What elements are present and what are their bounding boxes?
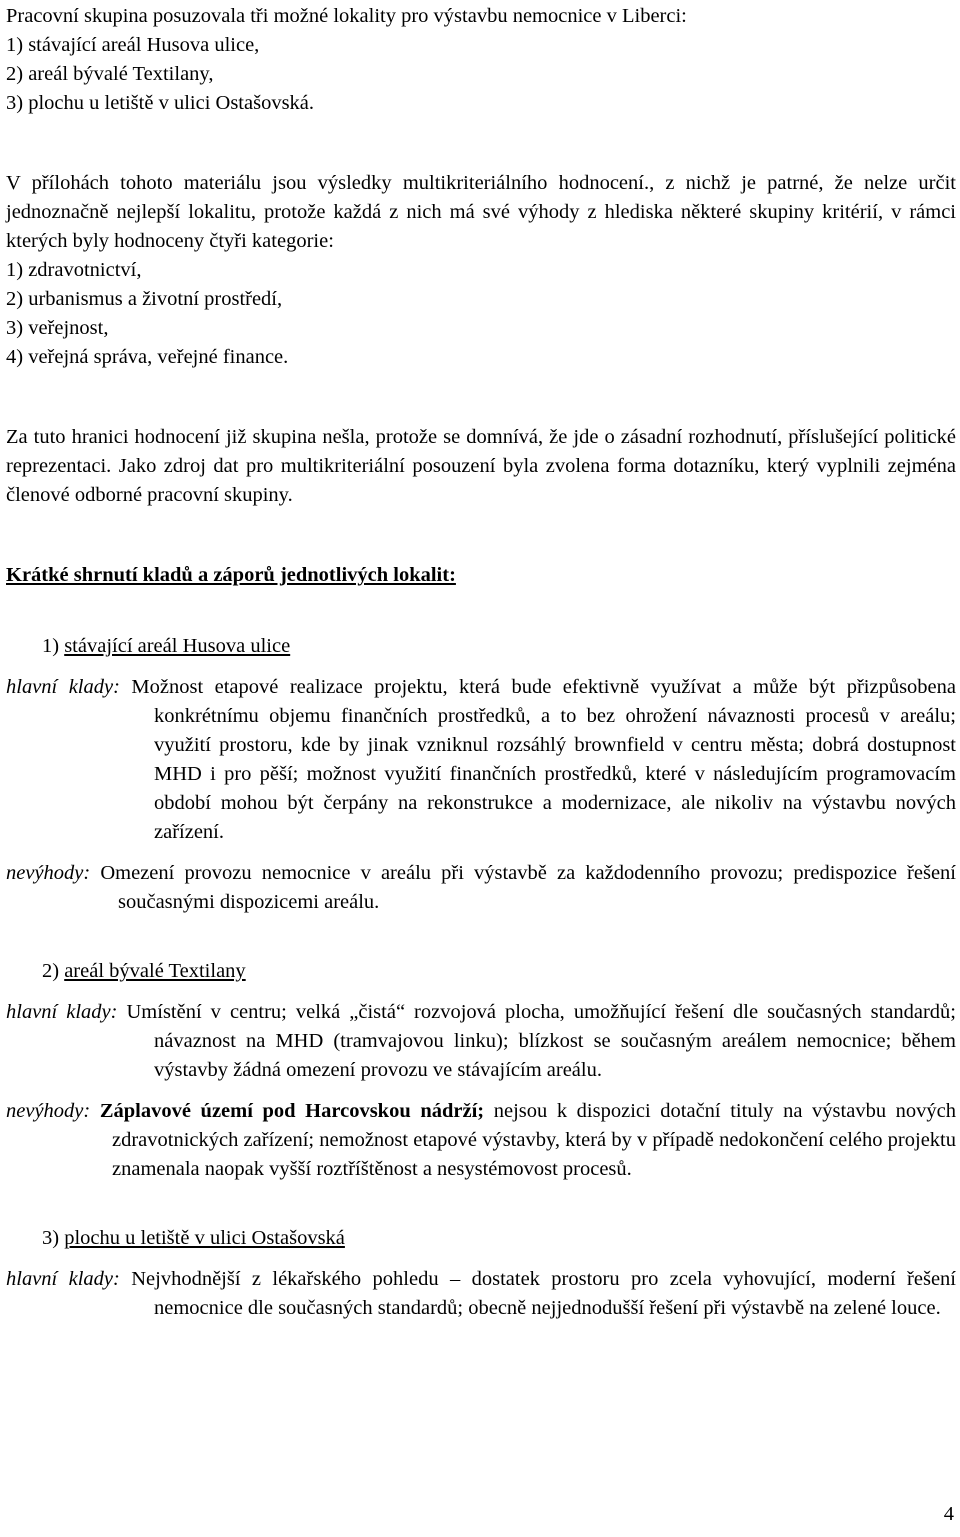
location-2-cons: [6, 1097, 956, 1184]
document-page: [6, 0, 956, 1323]
category-item: 1) zdravotnictví,: [6, 259, 142, 281]
option-item: 2) areál bývalé Textilany,: [6, 63, 214, 85]
pros-label: hlavní klady:: [6, 1001, 118, 1023]
location-name: plochu u letiště v ulici Ostašovská: [64, 1227, 345, 1249]
location-title-2: [42, 957, 956, 986]
location-number: 1): [42, 635, 60, 657]
location-1-pros: [6, 673, 956, 847]
option-item: 3) plochu u letiště v ulici Ostašovská.: [6, 92, 315, 114]
pros-label: hlavní klady:: [6, 676, 120, 698]
evaluation-paragraph: V přílohách tohoto materiálu jsou výsledky multikriteriálního hodnocení., z nichž je patrné, že nelze určit jednoznačně nejlepší lokalitu, protože každá z nich má své výhody z hlediska některé skupiny kritérií, v rámci kterých byly hodnoceny čtyři kategorie:: [6, 172, 956, 252]
location-number: 2): [42, 960, 60, 982]
page-number: 4: [943, 1503, 954, 1525]
location-1-cons: [6, 859, 956, 917]
pros-text: Umístění v centru; velká „čistá“ rozvojová plocha, umožňující řešení dle současných standardů; návaznost na MHD (tramvajovou linku); blízkost se současným areálem nemocnice; během výstavby žádná omezení provozu ve stávajícím areálu.: [126, 1001, 957, 1081]
location-title-1: [42, 632, 956, 661]
category-item: 2) urbanismus a životní prostředí,: [6, 288, 283, 310]
location-name: areál bývalé Textilany: [64, 960, 246, 982]
cons-label: nevýhody:: [6, 862, 91, 884]
pros-label: hlavní klady:: [6, 1268, 120, 1290]
cons-text: nejsou k dispozici dotační tituly na výstavbu nových zdravotnických zařízení; nemožnost etapové výstavby, která by v případě nedokončení celého projektu znamenala naopak vyšší roztříštěnost a nesystémovost procesů.: [112, 1100, 957, 1180]
location-name: stávající areál Husova ulice: [64, 635, 291, 657]
pros-text: Možnost etapové realizace projektu, která bude efektivně využívat a může být přizpůsobena konkrétnímu objemu finančních prostředků, a to bez ohrožení návaznosti procesů v areálu; využití prostoru, kde by jinak vzniknul rozsáhlý brownfield v centru města; dobrá dostupnost MHD i pro pěší; možnost využití finančních prostředků, které v následujícím programovacím období mohou být čerpány na rekonstrukce a modernizace, ale nikoliv na výstavbu nových zařízení.: [131, 676, 957, 843]
category-item: 3) veřejnost,: [6, 317, 109, 339]
intro-line: Pracovní skupina posuzovala tři možné lokality pro výstavbu nemocnice v Liberci:: [6, 5, 687, 27]
option-item: 1) stávající areál Husova ulice,: [6, 34, 260, 56]
location-3-pros: [6, 1265, 956, 1323]
location-2-pros: [6, 998, 956, 1085]
cons-text: Omezení provozu nemocnice v areálu při výstavbě za každodenního provozu; predispozice řešení současnými dispozicemi areálu.: [100, 862, 956, 913]
summary-heading: Krátké shrnutí kladů a záporů jednotlivých lokalit:: [6, 564, 456, 586]
boundary-paragraph: Za tuto hranici hodnocení již skupina nešla, protože se domnívá, že jde o zásadní rozhodnutí, příslušející politické reprezentaci. Jako zdroj dat pro multikriteriální posouzení byla zvolena forma dotazníku, který vyplnili zejména členové odborné pracovní skupiny.: [6, 426, 956, 506]
category-item: 4) veřejná správa, veřejné finance.: [6, 346, 289, 368]
pros-text: Nejvhodnější z lékařského pohledu – dostatek prostoru pro zcela vyhovující, moderní řešení nemocnice dle současných standardů; obecně nejjednodušší řešení při výstavbě na zelené louce.: [131, 1268, 956, 1319]
location-title-3: [42, 1224, 956, 1253]
cons-label: nevýhody:: [6, 1100, 91, 1122]
location-number: 3): [42, 1227, 60, 1249]
cons-bold-text: Záplavové území pod Harcovskou nádrží;: [99, 1100, 485, 1122]
